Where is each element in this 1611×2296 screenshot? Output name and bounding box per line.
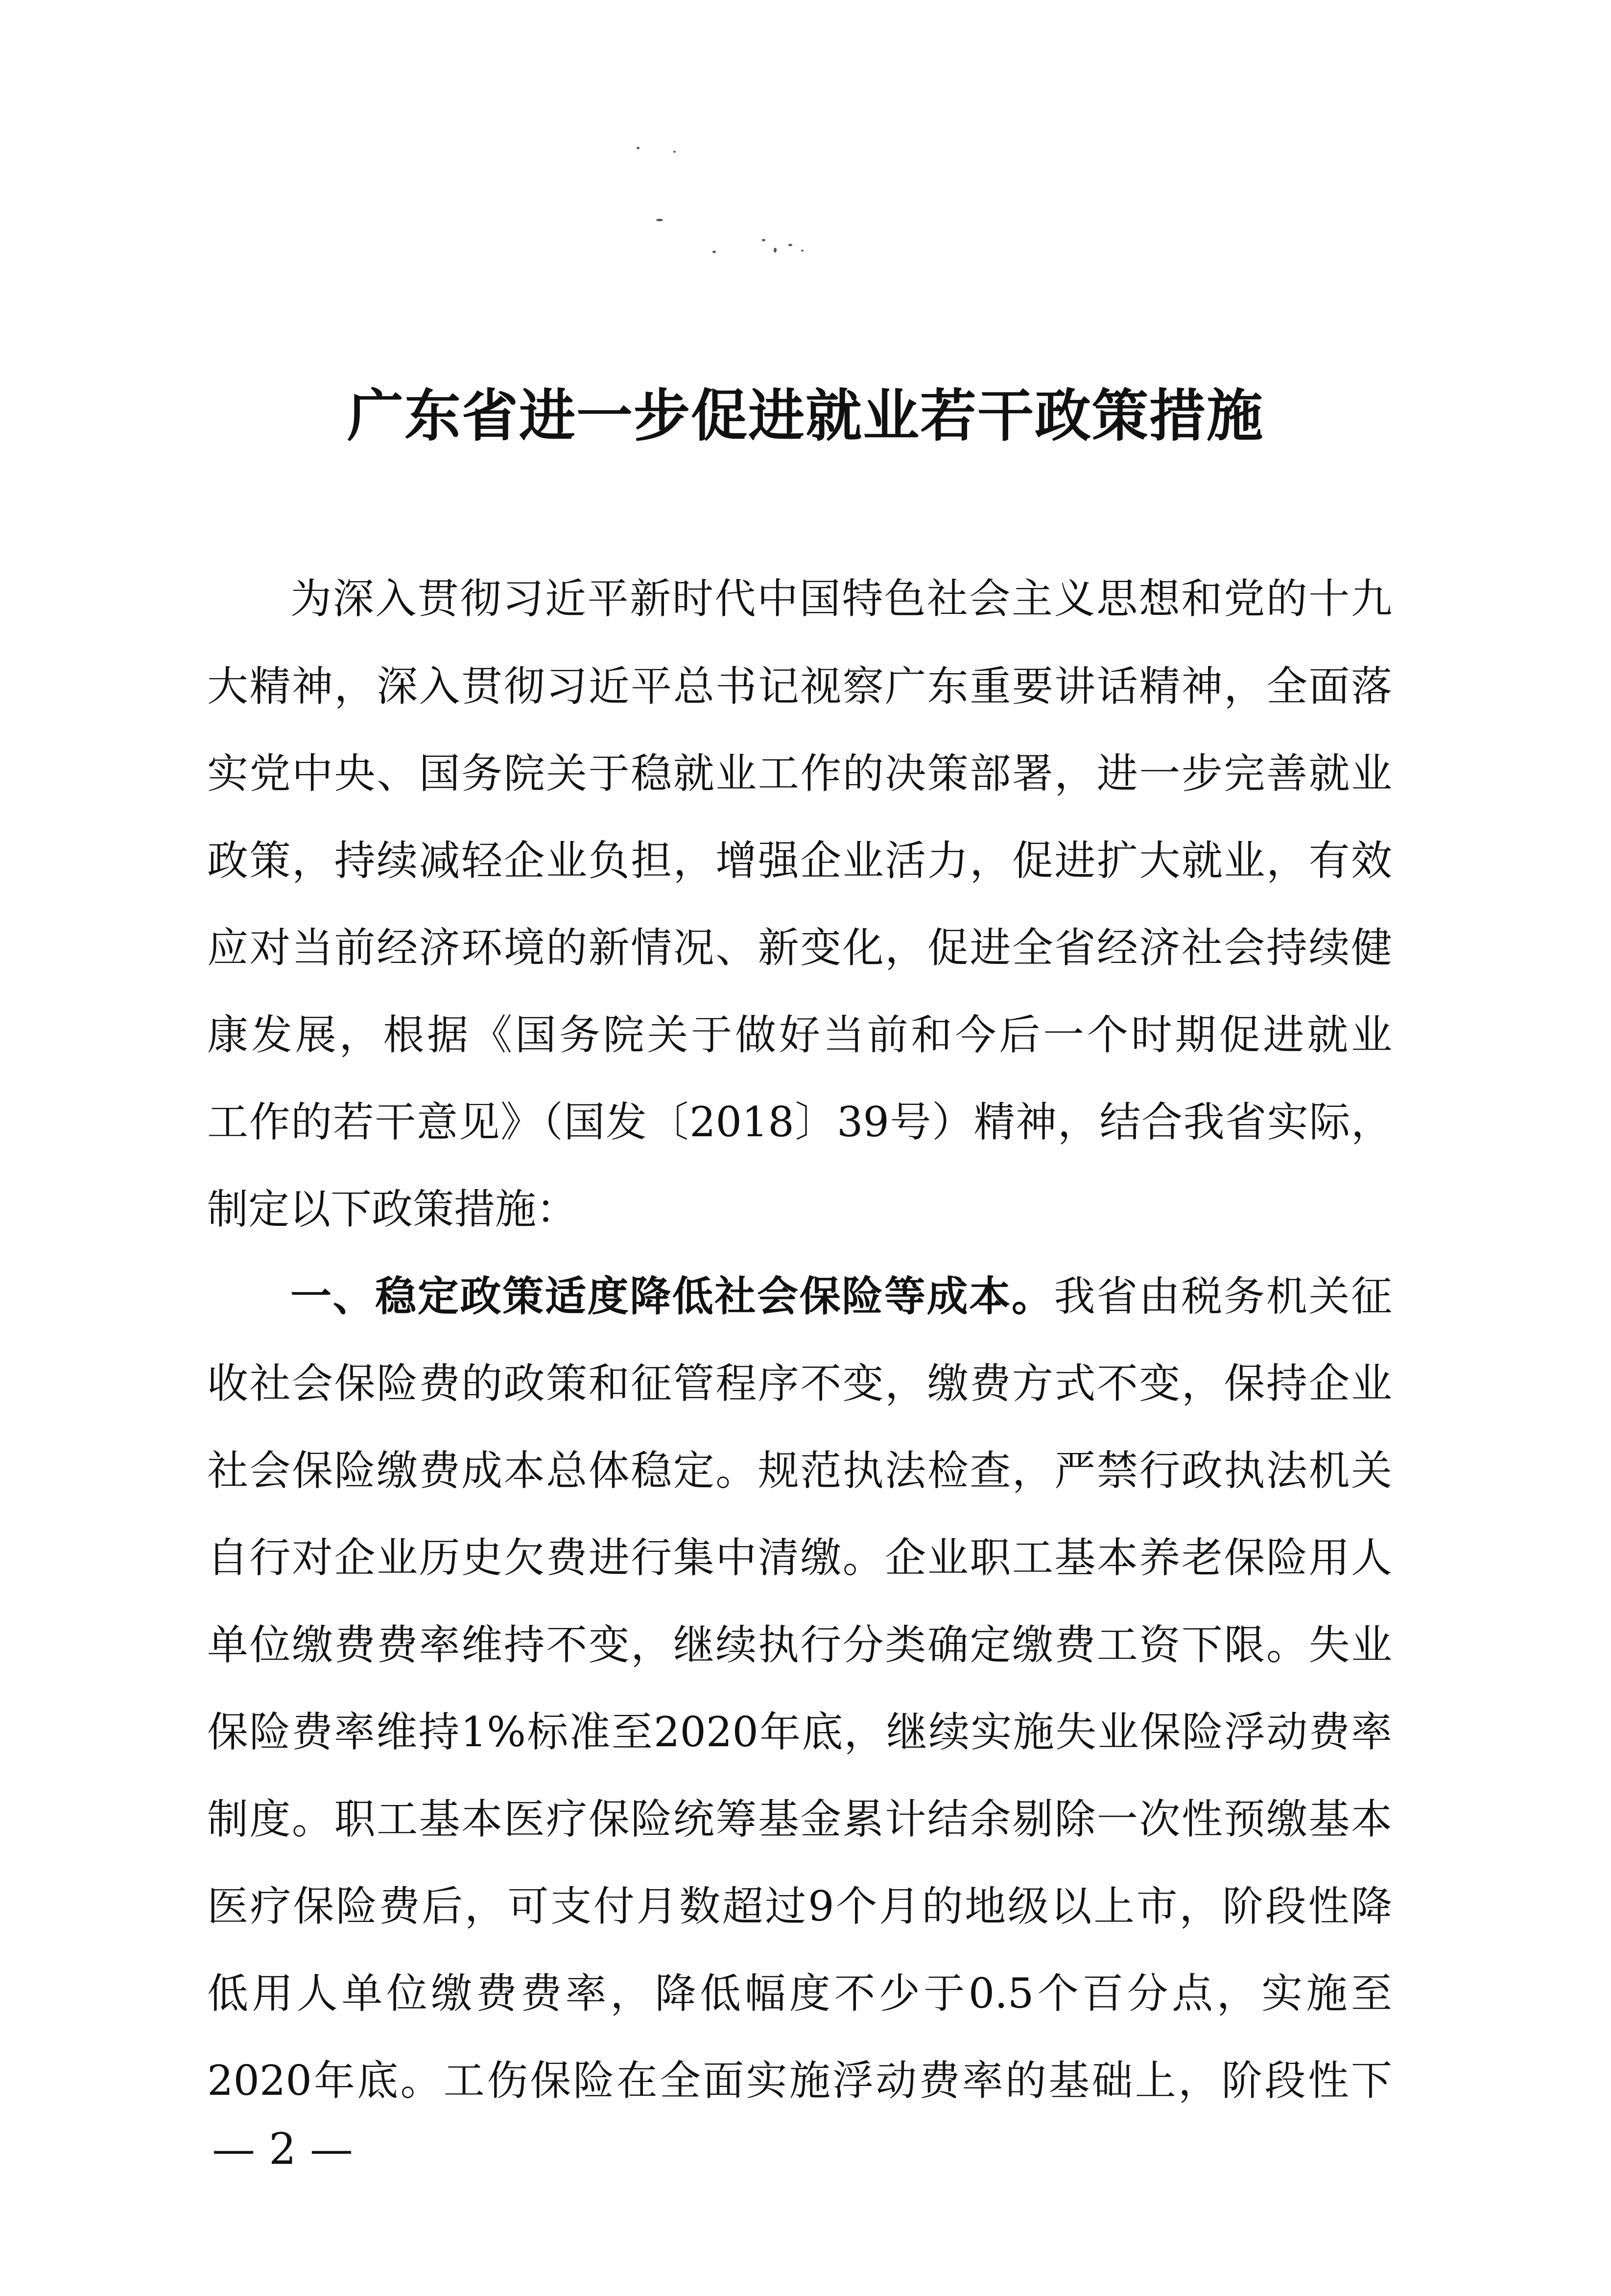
- section-text: 我省由税务机关征: [1054, 1272, 1392, 1320]
- scan-speck: [774, 248, 777, 253]
- scan-speck: [712, 251, 716, 253]
- paragraph-line: 自行对企业历史欠费进行集中清缴。企业职工基本养老保险用人: [207, 1534, 1392, 1582]
- scan-speck: [673, 151, 676, 153]
- paragraph-line: 康发展，根据《国务院关于做好当前和今后一个时期促进就业: [207, 1011, 1392, 1059]
- paragraph-line: 工作的若干意见》（国发〔2018〕39号）精神，结合我省实际，: [207, 1098, 1392, 1146]
- document-title: 广东省进一步促进就业若干政策措施: [347, 383, 1264, 449]
- paragraph-line: 收社会保险费的政策和征管程序不变，缴费方式不变，保持企业: [207, 1359, 1392, 1407]
- paragraph-line: 医疗保险费后，可支付月数超过9个月的地级以上市，阶段性降: [207, 1882, 1392, 1930]
- paragraph-line: 制度。职工基本医疗保险统筹基金累计结余剔除一次性预缴基本: [207, 1795, 1392, 1843]
- scan-speck: [762, 239, 765, 241]
- paragraph-line: 政策，持续减轻企业负担，增强企业活力，促进扩大就业，有效: [207, 837, 1392, 885]
- scan-speck: [788, 244, 792, 246]
- paragraph-line: 低用人单位缴费费率，降低幅度不少于0.5个百分点，实施至: [207, 1969, 1392, 2017]
- paragraph-line: 应对当前经济环境的新情况、新变化，促进全省经济社会持续健: [207, 924, 1392, 972]
- page-number: — 2 —: [212, 2124, 353, 2174]
- section-one-first-line: [290, 1265, 1392, 1328]
- paragraph-line: 大精神，深入贯彻习近平总书记视察广东重要讲话精神，全面落: [207, 662, 1392, 710]
- paragraph-line: 保险费率维持1%标准至2020年底，继续实施失业保险浮动费率: [207, 1708, 1392, 1756]
- scan-speck: [656, 219, 663, 221]
- scan-speck: [801, 250, 804, 252]
- section-heading: 一、稳定政策适度降低社会保险等成本。: [290, 1272, 1054, 1320]
- paragraph-line: 实党中央、国务院关于稳就业工作的决策部署，进一步完善就业: [207, 750, 1392, 797]
- paragraph-line: 2020年底。工伤保险在全面实施浮动费率的基础上，阶段性下: [207, 2057, 1392, 2105]
- paragraph-line: 制定以下政策措施：: [207, 1185, 578, 1233]
- paragraph-line: 社会保险缴费成本总体稳定。规范执法检查，严禁行政执法机关: [207, 1447, 1392, 1495]
- scan-speck: [637, 147, 640, 149]
- paragraph-line: 为深入贯彻习近平新时代中国特色社会主义思想和党的十九: [290, 575, 1392, 623]
- paragraph-line: 单位缴费费率维持不变，继续执行分类确定缴费工资下限。失业: [207, 1621, 1392, 1669]
